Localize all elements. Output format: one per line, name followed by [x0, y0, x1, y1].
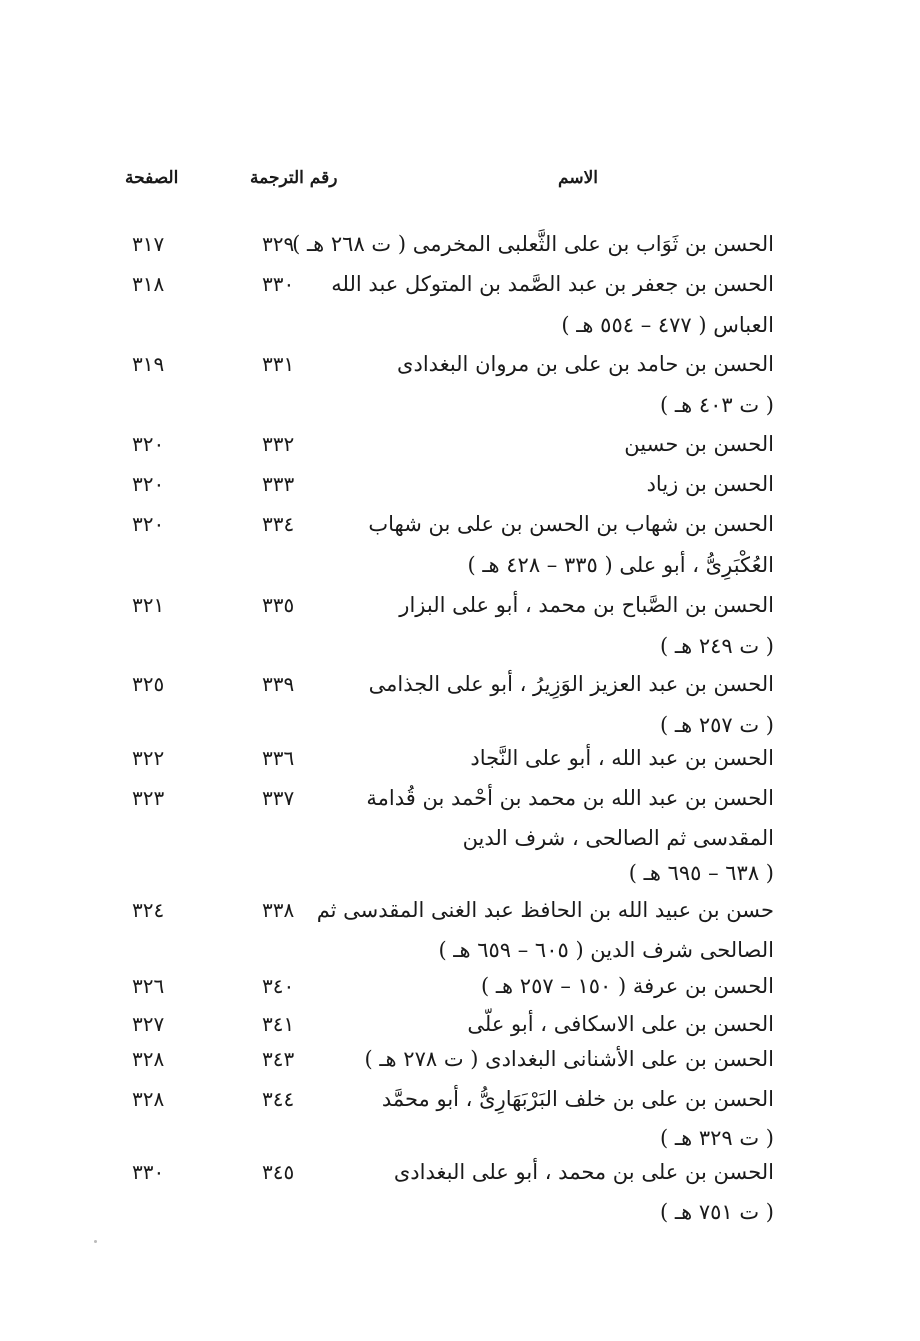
entry-name-continuation: ( ت ٢٤٩ هـ )	[660, 634, 774, 658]
entry-page: ٣٢٣	[132, 786, 165, 810]
entry-number: ٣٣٤	[262, 512, 295, 536]
entry-name-continuation: ( ت ٧٥١ هـ )	[660, 1200, 774, 1224]
scan-speck	[94, 1240, 97, 1243]
entry-number-column-header: رقم الترجمة	[250, 168, 338, 188]
entry-page: ٣٢٨	[132, 1047, 165, 1071]
entry-name: الحسن بن جعفر بن عبد الصَّمد بن المتوكل عبد الله	[331, 272, 774, 296]
entry-number: ٣٤٠	[262, 974, 295, 998]
entry-number: ٣٢٩	[262, 232, 295, 256]
entry-page: ٣١٩	[132, 352, 165, 376]
entry-name-continuation: المقدسى ثم الصالحى ، شرف الدين	[462, 826, 774, 850]
entry-name: الحسن بن الصَّباح بن محمد ، أبو على البزار	[399, 593, 774, 617]
entry-name: الحسن بن عبد العزيز الوَزِيرُ ، أبو على الجذامى	[368, 672, 774, 696]
entry-name-continuation: ( ت ٢٥٧ هـ )	[660, 713, 774, 737]
name-column-header: الاسم	[558, 168, 598, 188]
entry-page: ٣٢٠	[132, 432, 165, 456]
entry-name-continuation: ( ت ٤٠٣ هـ )	[660, 393, 774, 417]
entry-name: الحسن بن ثَوَاب بن على الثَّعلبى المخرمى ( ت ٢٦٨ هـ )	[292, 232, 774, 256]
entry-number: ٣٣٩	[262, 672, 295, 696]
entry-number: ٣٤٣	[262, 1047, 295, 1071]
entry-page: ٣٢٥	[132, 672, 165, 696]
page-column-header: الصفحة	[125, 168, 179, 188]
entry-page: ٣٢٠	[132, 472, 165, 496]
entry-name: الحسن بن عبد الله بن محمد بن أحْمد بن قُدامة	[366, 786, 774, 810]
entry-name: حسن بن عبيد الله بن الحافظ عبد الغنى المقدسى ثم	[316, 898, 774, 922]
entry-name-continuation: العُكْبَرِىُّ ، أبو على ( ٣٣٥ – ٤٢٨ هـ )	[467, 553, 774, 577]
entry-name: الحسن بن عبد الله ، أبو على النَّجاد	[470, 746, 774, 770]
entry-page: ٣٢٢	[132, 746, 165, 770]
entry-name: الحسن بن زياد	[646, 472, 774, 496]
entry-name: الحسن بن على الأشنانى البغدادى ( ت ٢٧٨ هـ )	[364, 1047, 774, 1071]
entry-number: ٣٤٥	[262, 1160, 295, 1184]
entry-name-continuation: الصالحى شرف الدين ( ٦٠٥ – ٦٥٩ هـ )	[438, 938, 774, 962]
entry-number: ٣٣٧	[262, 786, 295, 810]
entry-number: ٣٣٦	[262, 746, 295, 770]
entry-number: ٣٤٤	[262, 1087, 295, 1111]
entry-number: ٣٣٢	[262, 432, 295, 456]
entry-name: الحسن بن حامد بن على بن مروان البغدادى	[397, 352, 774, 376]
entry-number: ٣٤١	[262, 1012, 295, 1036]
entry-name: الحسن بن شهاب بن الحسن بن على بن شهاب	[368, 512, 774, 536]
entry-number: ٣٣٨	[262, 898, 295, 922]
entry-page: ٣٢٧	[132, 1012, 165, 1036]
entry-page: ٣١٧	[132, 232, 165, 256]
entry-number: ٣٣٠	[262, 272, 295, 296]
entry-name-continuation: ( ت ٣٢٩ هـ )	[660, 1126, 774, 1150]
entry-name: الحسن بن على بن خلف البَرْبَهَارِىُّ ، أبو محمَّد	[381, 1087, 774, 1111]
entry-page: ٣٢٦	[132, 974, 165, 998]
entry-number: ٣٣٥	[262, 593, 295, 617]
entry-number: ٣٣٣	[262, 472, 295, 496]
entry-name-continuation: العباس ( ٤٧٧ – ٥٥٤ هـ )	[561, 313, 774, 337]
entry-name: الحسن بن عرفة ( ١٥٠ – ٢٥٧ هـ )	[481, 974, 774, 998]
entry-page: ٣٢٠	[132, 512, 165, 536]
entry-name: الحسن بن على بن محمد ، أبو على البغدادى	[393, 1160, 774, 1184]
entry-page: ٣٢١	[132, 593, 165, 617]
entry-page: ٣٣٠	[132, 1160, 165, 1184]
entry-name: الحسن بن على الاسكافى ، أبو علّى	[467, 1012, 774, 1036]
entry-page: ٣٢٨	[132, 1087, 165, 1111]
entry-name: الحسن بن حسين	[624, 432, 774, 456]
entry-name-continuation: ( ٦٣٨ – ٦٩٥ هـ )	[628, 861, 774, 885]
entry-page: ٣١٨	[132, 272, 165, 296]
entry-number: ٣٣١	[262, 352, 295, 376]
entry-page: ٣٢٤	[132, 898, 165, 922]
